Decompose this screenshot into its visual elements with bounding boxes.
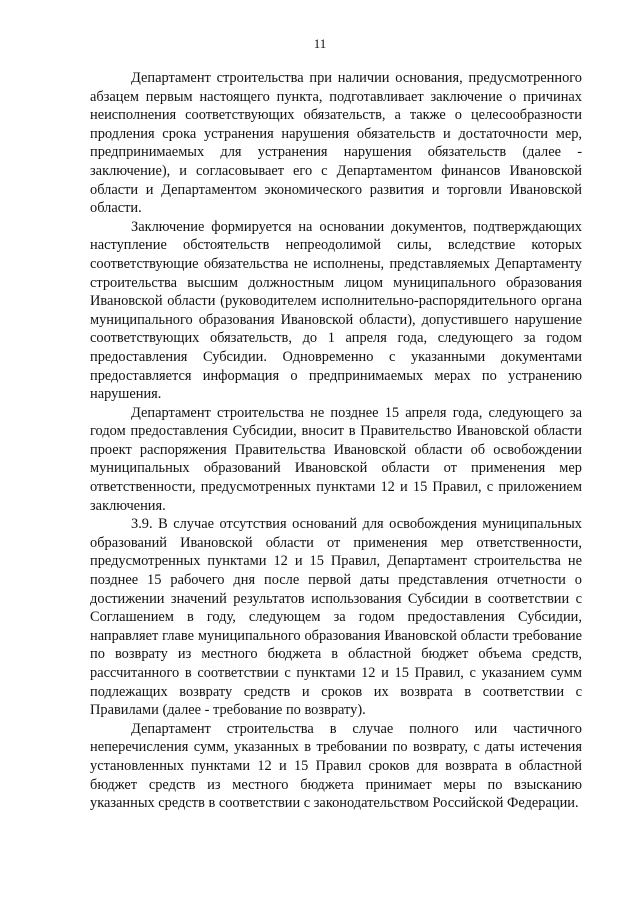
paragraph-recovery-measures: Департамент строительства в случае полного или частичного неперечисления сумм, указанных в требовании по возврату, с даты истечения установленных пунктами 12 и 15 Правил сроков для возврата в областной бюджет средств из местного бюджета принимает меры по взысканию указанных средств в соответствии с законодательством Российской Федерации. [90,720,582,812]
paragraph-clause-3-9: 3.9. В случае отсутствия оснований для освобождения муниципальных образований Ивановской области от применения мер ответственности, предусмотренных пунктами 12 и 15 Правил, Департамент строительства не позднее 15 рабочего дня после первой даты представления отчетности о достижении значений результатов использования Субсидии в соответствии с Соглашением в году, следующем за годом предоставления Субсидии, направляет главе муниципального образования Ивановской области требование по возврату из местного бюджета в областной бюджет объема средств, рассчитанного в соответствии с пунктами 12 и 15 Правил, с указанием сумм подлежащих возврату средств и сроков их возврата в соответствии с Правилами (далее - требование по возврату). [90,516,582,719]
document-body [90,69,582,813]
paragraph-draft-order: Департамент строительства не позднее 15 апреля года, следующего за годом предоставления Субсидии, вносит в Правительство Ивановской области проект распоряжения Правительства Ивановской области об освобождении муниципальных образований Ивановской области от применения мер ответственности, предусмотренных пунктами 12 и 15 Правил, с приложением заключения. [90,404,582,514]
paragraph-conclusion-preparation: Департамент строительства при наличии основания, предусмотренного абзацем первым настоящего пункта, подготавливает заключение о причинах неисполнения соответствующих обязательств, а также о целесообразности продления срока устранения нарушения обязательств и достаточности мер, предпринимаемых для устранения нарушения обязательств (далее - заключение), и согласовывает его с Департаментом финансов Ивановской области и Департаментом экономического развития и торговли Ивановской области. [90,70,582,217]
page-number: 11 [313,36,327,51]
paragraph-conclusion-basis: Заключение формируется на основании документов, подтверждающих наступление обстоятельств непреодолимой силы, вследствие которых соответствующие обязательства не исполнены, представляемых Департаменту строительства высшим должностным лицом муниципального образования Ивановской области (руководителем исполнительно-распорядительного органа муниципального образования Ивановской области), допустившего нарушение соответствующих обязательств, до 1 апреля года, следующего за годом предоставления Субсидии. Одновременно с указанными документами предоставляется информация о предпринимаемых мерах по устранению нарушения. [90,218,582,403]
